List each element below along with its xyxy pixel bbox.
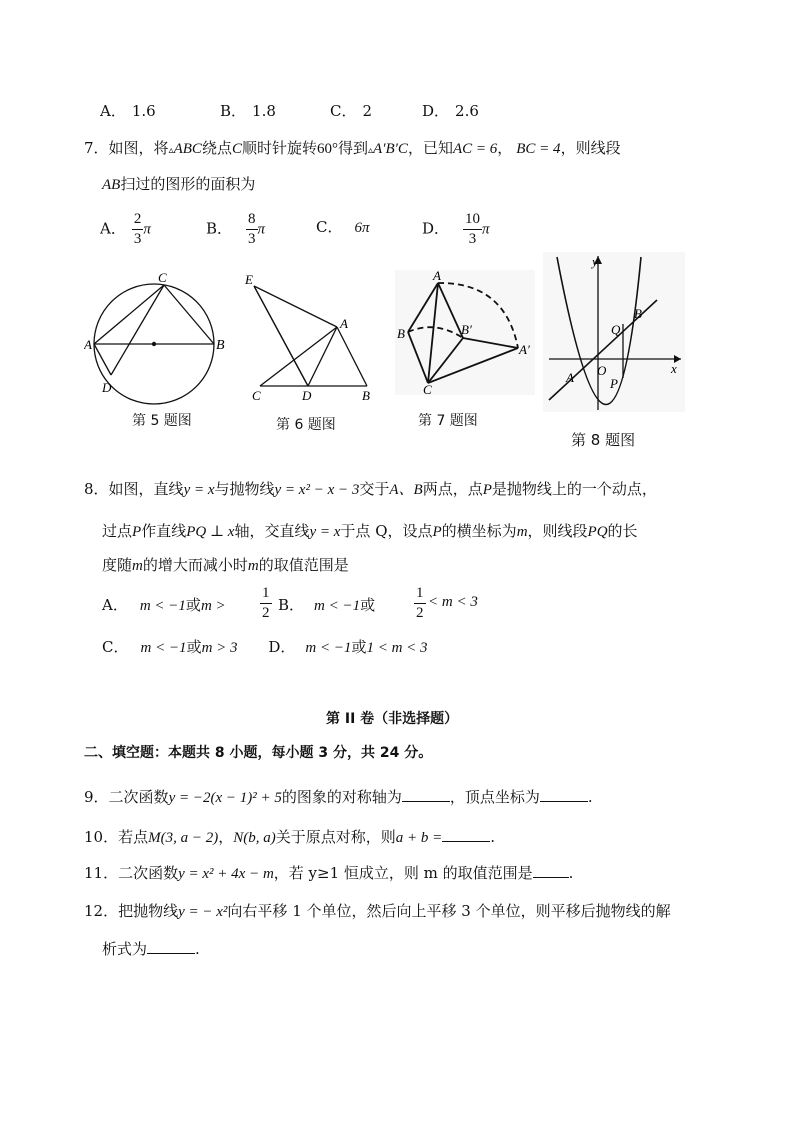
q10: 10．若点M(3, a − 2)，N(b, a)关于原点对称，则a + b = .	[84, 828, 496, 846]
label-c: C	[158, 270, 167, 285]
q8-line3: 度随m的增大而减小时m的取值范围是	[102, 556, 349, 574]
question-number: 10．	[84, 828, 119, 846]
triangle-symbol: ▵	[168, 145, 174, 156]
q8-line2: 过点P作直线PQ ⊥ x轴，交直线y = x于点 Q，设点P的横坐标为m，则线段PQ的长	[102, 522, 638, 540]
answer-blank[interactable]	[442, 827, 490, 842]
question-number: 7．	[84, 139, 109, 157]
label-y: y	[592, 254, 598, 269]
option-text: 1.8	[252, 102, 276, 120]
q9: 9．二次函数y = −2(x − 1)² + 5的图象的对称轴为 ，顶点坐标为 .	[84, 788, 593, 806]
label-a: A	[433, 270, 441, 283]
label-p: P	[610, 376, 618, 391]
q11: 11．二次函数y = x² + 4x − m，若 y≥1 恒成立，则 m 的取值范围是 .	[84, 864, 574, 882]
option-letter: D．	[422, 102, 450, 120]
q8-options-ab: A． m < −1或m > $\frac{1}{2}$ B． m < −1或 $\frac{1}{2}$ < m < 3	[102, 585, 478, 621]
question-number: 11．	[84, 864, 119, 882]
figure-5	[84, 270, 234, 420]
triangle-symbol: ▵	[368, 145, 374, 156]
question-number: 9．	[84, 788, 109, 806]
label-b: B	[362, 388, 370, 403]
label-d: D	[102, 380, 112, 395]
answer-blank[interactable]	[540, 787, 588, 802]
option-letter: C．	[330, 102, 357, 120]
q8-line1: 8．如图，直线y = x与抛物线y = x² − x − 3交于A、B两点，点P是抛物线上的一个动点，	[84, 480, 657, 498]
label-x: x	[671, 361, 677, 376]
figure-6	[240, 270, 380, 405]
label-b: B	[634, 306, 642, 321]
label-o: O	[597, 363, 607, 378]
answer-blank[interactable]	[533, 863, 569, 878]
label-a: A	[340, 316, 348, 331]
answer-blank[interactable]	[402, 787, 450, 802]
label-d: D	[302, 388, 312, 403]
figure-8	[543, 252, 685, 412]
option-letter: B．	[220, 102, 247, 120]
answer-blank[interactable]	[147, 939, 195, 954]
label-a: A	[84, 337, 92, 352]
label-b: B	[216, 338, 225, 353]
q7-line2: AB扫过的图形的面积为	[102, 175, 256, 193]
q12-line1: 12．把抛物线y = − x²向右平移 1 个单位，然后向上平移 3 个单位，则平移后抛物线的解	[84, 902, 671, 920]
label-c: C	[252, 388, 261, 403]
q12-line2: 析式为 .	[102, 940, 200, 958]
section-title: 第 II 卷（非选择题）	[326, 711, 459, 727]
fig7-caption: 第 7 题图	[418, 413, 478, 429]
q7-line1: 7．如图，将▵ABC绕点C顺时针旋转60°得到▵A′B′C，已知AC = 6， BC = 4，则线段	[84, 139, 621, 157]
label-e: E	[245, 272, 253, 287]
label-q: Q	[611, 322, 621, 337]
label-a: A	[566, 370, 574, 385]
section-heading: 二、填空题：本题共 8 小题，每小题 3 分，共 24 分。	[84, 745, 433, 761]
option-text: 1.6	[131, 102, 156, 120]
label-b: B	[397, 326, 405, 341]
question-number: 12．	[84, 902, 119, 920]
q8-options-cd: C． m < −1或m > 3 D． m < −1或1 < m < 3	[102, 638, 428, 656]
figure-7	[395, 270, 535, 395]
fig8-caption: 第 8 题图	[571, 431, 636, 449]
question-number: 8．	[84, 480, 109, 498]
label-c: C	[423, 382, 432, 395]
fig6-caption: 第 6 题图	[276, 417, 336, 433]
fig5-caption: 第 5 题图	[132, 413, 192, 429]
option-text: 2	[362, 102, 373, 120]
label-a-prime: A′	[519, 342, 530, 357]
option-letter: A．	[100, 102, 126, 120]
q7-options: A． $\frac{2}{3}$ π B． $\frac{8}{3}$ π C． 6π D． $\frac{10}{3}$ π	[100, 211, 490, 247]
label-b-prime: B′	[461, 322, 472, 337]
option-text: 2.6	[455, 102, 479, 120]
